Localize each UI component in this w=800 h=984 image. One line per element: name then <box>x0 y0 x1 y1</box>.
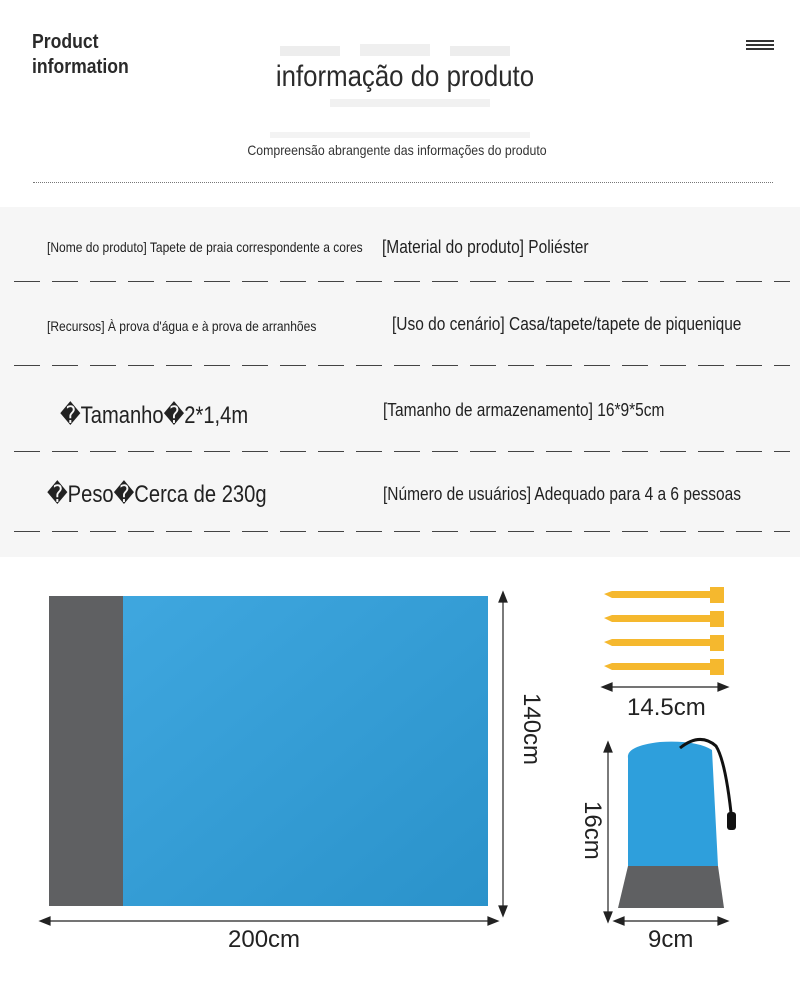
spec-features: [Recursos] À prova d'água e à prova de arranhões <box>47 318 317 334</box>
hamburger-menu-icon[interactable] <box>746 38 776 52</box>
product-dimensions-illustration <box>0 570 800 984</box>
bag-height-label: 16cm <box>579 801 606 860</box>
stake-length-arrow <box>602 683 728 691</box>
mat-gray-panel <box>49 596 125 906</box>
spec-size: �Tamanho�2*1,4m <box>60 402 249 429</box>
row-divider <box>14 281 790 282</box>
spec-usage: [Uso do cenário] Casa/tapete/tapete de piquenique <box>392 314 742 334</box>
spec-product-name: [Nome do produto] Tapete de praia correspondente a cores <box>47 239 363 255</box>
page-title: informação do produto <box>275 60 535 93</box>
mat-width-arrow <box>40 917 498 925</box>
mat-height-arrow <box>499 592 507 916</box>
mat-height-label: 140cm <box>518 693 545 766</box>
ghost-decoration-low <box>270 128 530 140</box>
storage-bag-image <box>618 739 736 908</box>
corner-title-line2: information <box>32 56 129 78</box>
page-subtitle: Compreensão abrangente das informações do produto <box>247 142 547 158</box>
mat-width-label: 200cm <box>228 926 301 953</box>
spec-material: [Material do produto] Poliéster <box>382 237 589 257</box>
bag-width-arrow <box>614 917 728 925</box>
spec-users: [Número de usuários] Adequado para 4 a 6 pessoas <box>383 484 742 504</box>
beach-mat-image <box>49 596 488 906</box>
stake-length-label: 14.5cm <box>627 694 706 721</box>
row-divider <box>14 365 790 366</box>
row-divider <box>14 531 790 532</box>
spec-weight: �Peso�Cerca de 230g <box>47 481 267 508</box>
spec-storage-size: [Tamanho de armazenamento] 16*9*5cm <box>383 400 665 420</box>
spec-table <box>0 207 800 557</box>
ghost-decoration-top <box>280 40 520 62</box>
dotted-divider <box>33 182 773 183</box>
row-divider <box>14 451 790 452</box>
bag-width-label: 9cm <box>648 926 694 953</box>
corner-title-line1: Product <box>32 31 99 53</box>
stakes-image <box>604 587 724 675</box>
ghost-decoration-mid <box>330 96 490 110</box>
